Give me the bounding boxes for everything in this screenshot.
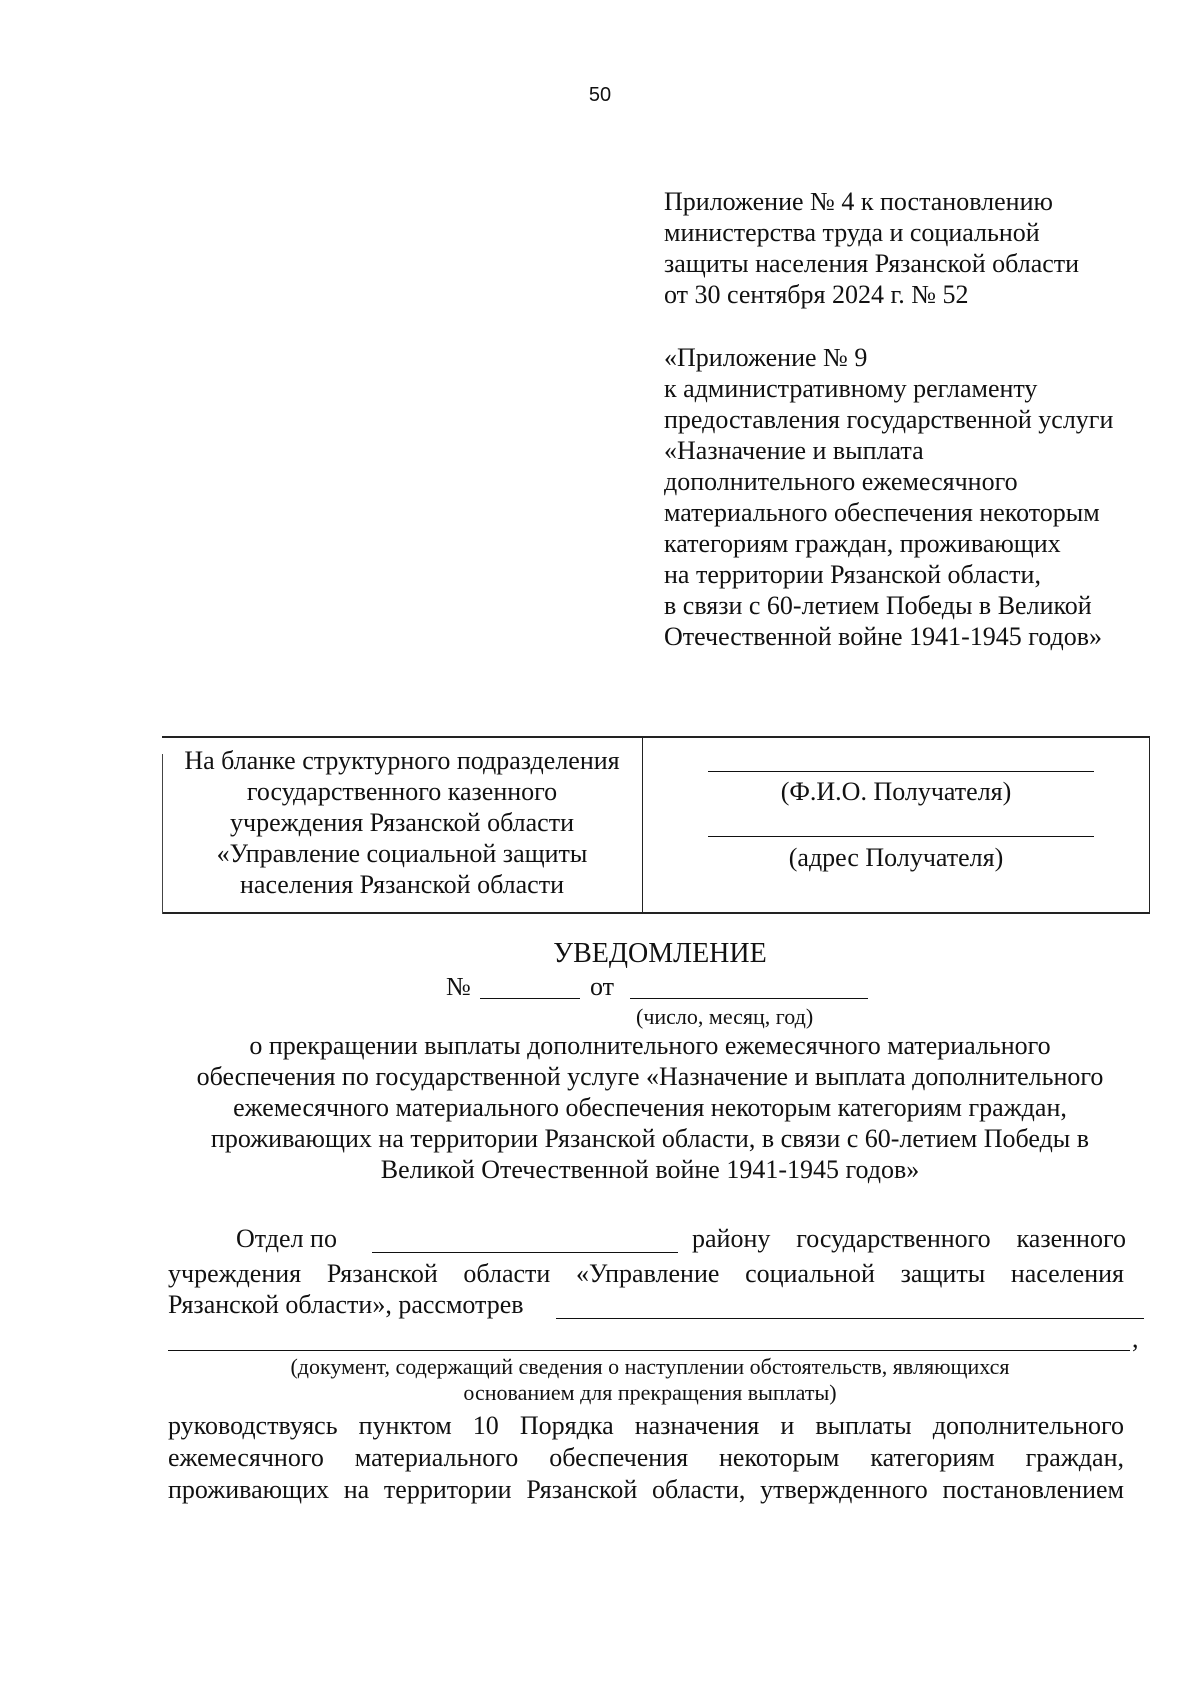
annex-4-line: от 30 сентября 2024 г. № 52 — [664, 280, 969, 309]
district-field[interactable] — [372, 1252, 678, 1253]
annex-4-block — [664, 186, 1079, 310]
notice-title: УВЕДОМЛЕНИЕ — [553, 938, 767, 969]
annex-4-line: защиты населения Рязанской области — [664, 249, 1080, 278]
recipient-name-hint: (Ф.И.О. Получателя) — [780, 777, 1012, 806]
subject-line: о прекращении выплаты дополнительного ежемесячного материального — [249, 1031, 1051, 1060]
table-right-border — [1149, 736, 1150, 914]
subject-line: проживающих на территории Рязанской области, в связи с 60-летием Победы в — [210, 1124, 1090, 1153]
recipient-address-hint: (адрес Получателя) — [788, 843, 1004, 872]
header-table — [162, 736, 1150, 914]
table-middle-border — [642, 736, 643, 914]
number-field[interactable] — [480, 998, 580, 999]
annex-4-line: министерства труда и социальной — [664, 218, 1040, 247]
sender-line: учреждения Рязанской области — [230, 808, 574, 837]
annex-9-line: материального обеспечения некоторым — [664, 498, 1100, 527]
date-hint: (число, месяц, год) — [636, 1004, 814, 1029]
document-hint-2: основанием для прекращения выплаты) — [463, 1380, 837, 1405]
comma: , — [1132, 1324, 1139, 1353]
sender-line: На бланке структурного подразделения — [184, 746, 620, 775]
subject-line: обеспечения по государственной услуге «Назначение и выплата дополнительного — [196, 1062, 1104, 1091]
recipient-address-line[interactable] — [708, 836, 1094, 837]
document-field-2[interactable] — [168, 1350, 1130, 1351]
sender-line: «Управление социальной защиты — [216, 839, 588, 868]
body-para-line: ежемесячного материального обеспечения некоторым категориям граждан, — [168, 1443, 1124, 1472]
document-hint-1: (документ, содержащий сведения о наступлении обстоятельств, являющихся — [290, 1354, 1010, 1379]
sender-line: государственного казенного — [246, 777, 558, 806]
annex-9-line: категориям граждан, проживающих — [664, 529, 1061, 558]
from-label: от — [590, 972, 615, 1001]
sender-line: населения Рязанской области — [240, 870, 564, 899]
considered-label: Рязанской области», рассмотрев — [168, 1290, 524, 1319]
recipient-name-line[interactable] — [708, 771, 1094, 772]
annex-9-line: в связи с 60-летием Победы в Великой — [664, 591, 1092, 620]
annex-9-line: Отечественной войне 1941-1945 годов» — [664, 622, 1103, 651]
subject-line: ежемесячного материального обеспечения некоторым категориям граждан, — [233, 1093, 1067, 1122]
annex-4-line: Приложение № 4 к постановлению — [664, 187, 1053, 216]
annex-9-line: к административному регламенту — [664, 374, 1038, 403]
annex-9-block — [664, 342, 1113, 652]
subject-line: Великой Отечественной войне 1941-1945 годов» — [380, 1155, 920, 1184]
table-top-border — [162, 736, 1150, 738]
annex-9-line: дополнительного ежемесячного — [664, 467, 1018, 496]
dept-suffix: району государственного казенного — [692, 1224, 1126, 1253]
number-label: № — [446, 972, 471, 1001]
dept-prefix: Отдел по — [236, 1224, 337, 1253]
annex-9-line: «Приложение № 9 — [664, 343, 868, 372]
body-line-2: учреждения Рязанской области «Управление социальной защиты населения — [168, 1259, 1124, 1288]
document-field-1[interactable] — [556, 1318, 1144, 1319]
annex-9-line: на территории Рязанской области, — [664, 560, 1041, 589]
body-para-line: проживающих на территории Рязанской области, утвержденного постановлением — [168, 1475, 1124, 1504]
notice-subject — [150, 1030, 1150, 1185]
date-field[interactable] — [630, 998, 868, 999]
page-number: 50 — [588, 84, 612, 106]
body-para-line: руководствуясь пунктом 10 Порядка назначения и выплаты дополнительного — [168, 1411, 1124, 1440]
annex-9-line: «Назначение и выплата — [664, 436, 924, 465]
table-bottom-border — [162, 912, 1150, 914]
annex-9-line: предоставления государственной услуги — [664, 405, 1114, 434]
sender-cell — [162, 745, 642, 900]
